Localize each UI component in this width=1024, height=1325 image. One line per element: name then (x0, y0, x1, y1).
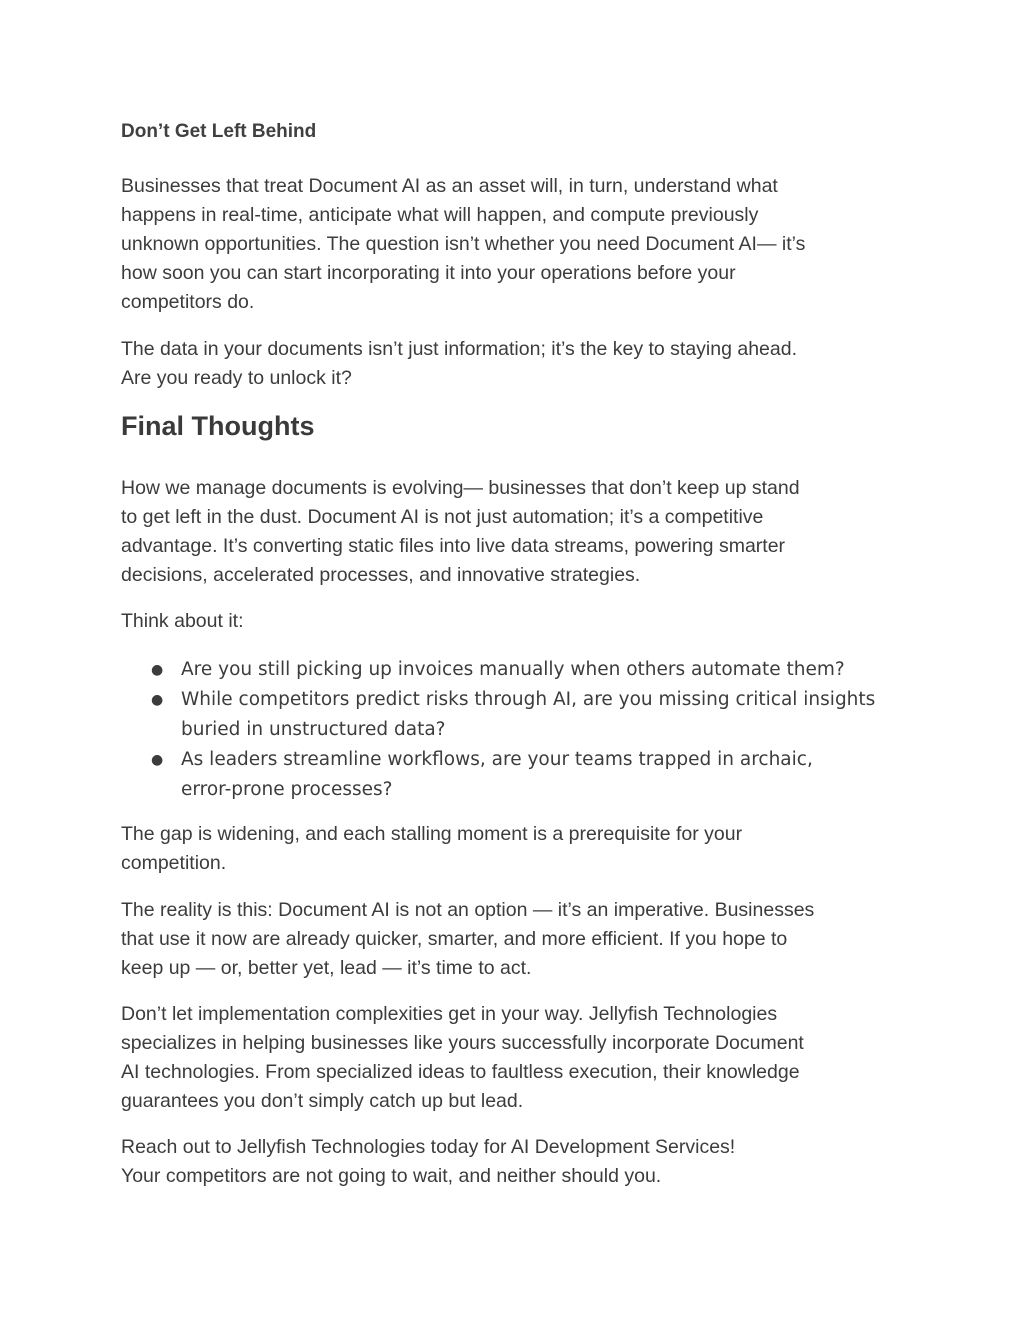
final-paragraph (121, 474, 911, 590)
bullet-icon: ● (151, 692, 164, 708)
final-thoughts-heading: Final Thoughts (121, 411, 315, 441)
closing-paragraph-3 (121, 1000, 911, 1116)
text-line: The data in your documents isn’t just information; it’s the key to staying ahead. (121, 338, 798, 360)
question-list (151, 655, 911, 805)
text-line: competitors do. (121, 291, 255, 313)
text-line: happens in real-time, anticipate what will happen, and compute previously (121, 204, 759, 226)
bullet-icon: ● (151, 752, 164, 768)
text-line: Don’t let implementation complexities get in your way. Jellyfish Technologies (121, 1003, 778, 1025)
text-line: specializes in helping businesses like yours successfully incorporate Document (121, 1032, 804, 1054)
closing-paragraph-1 (121, 820, 911, 878)
text-line: advantage. It’s converting static files into live data streams, powering smarter (121, 535, 786, 557)
text-line: competition. (121, 852, 227, 874)
text-line: Reach out to Jellyfish Technologies today for AI Development Services! (121, 1136, 736, 1158)
text-line: Your competitors are not going to wait, and neither should you. (121, 1165, 662, 1187)
text-line: Think about it: (121, 610, 244, 632)
closing-paragraph-4 (121, 1133, 911, 1191)
text-line: How we manage documents is evolving— businesses that don’t keep up stand (121, 477, 800, 499)
intro-paragraph-2 (121, 335, 911, 393)
text-line: Are you ready to unlock it? (121, 367, 352, 389)
bullet-icon: ● (151, 662, 164, 678)
text-line: unknown opportunities. The question isn’t whether you need Document AI— it’s (121, 233, 806, 255)
text-line: While competitors predict risks through AI, are you missing critical insights (181, 689, 876, 710)
think-label (121, 607, 911, 636)
section-heading: Don’t Get Left Behind (121, 121, 317, 142)
text-line: Are you still picking up invoices manually when others automate them? (181, 659, 845, 680)
text-line: error-prone processes? (181, 779, 393, 800)
text-line: As leaders streamline workflows, are your teams trapped in archaic, (181, 749, 813, 770)
text-line: AI technologies. From specialized ideas to faultless execution, their knowledge (121, 1061, 800, 1083)
text-line: to get left in the dust. Document AI is not just automation; it’s a competitive (121, 506, 764, 528)
text-line: how soon you can start incorporating it into your operations before your (121, 262, 736, 284)
text-line: that use it now are already quicker, smarter, and more efficient. If you hope to (121, 928, 788, 950)
text-line: guarantees you don’t simply catch up but lead. (121, 1090, 524, 1112)
intro-paragraph-1 (121, 172, 911, 317)
closing-paragraph-2 (121, 896, 911, 983)
list-item (151, 685, 911, 745)
text-line: keep up — or, better yet, lead — it’s time to act. (121, 957, 532, 979)
list-item (151, 655, 911, 685)
text-line: The gap is widening, and each stalling moment is a prerequisite for your (121, 823, 743, 845)
text-line: decisions, accelerated processes, and innovative strategies. (121, 564, 641, 586)
text-line: buried in unstructured data? (181, 719, 446, 740)
list-item (151, 745, 911, 805)
text-line: Businesses that treat Document AI as an asset will, in turn, understand what (121, 175, 778, 197)
text-line: The reality is this: Document AI is not an option — it’s an imperative. Businesses (121, 899, 815, 921)
